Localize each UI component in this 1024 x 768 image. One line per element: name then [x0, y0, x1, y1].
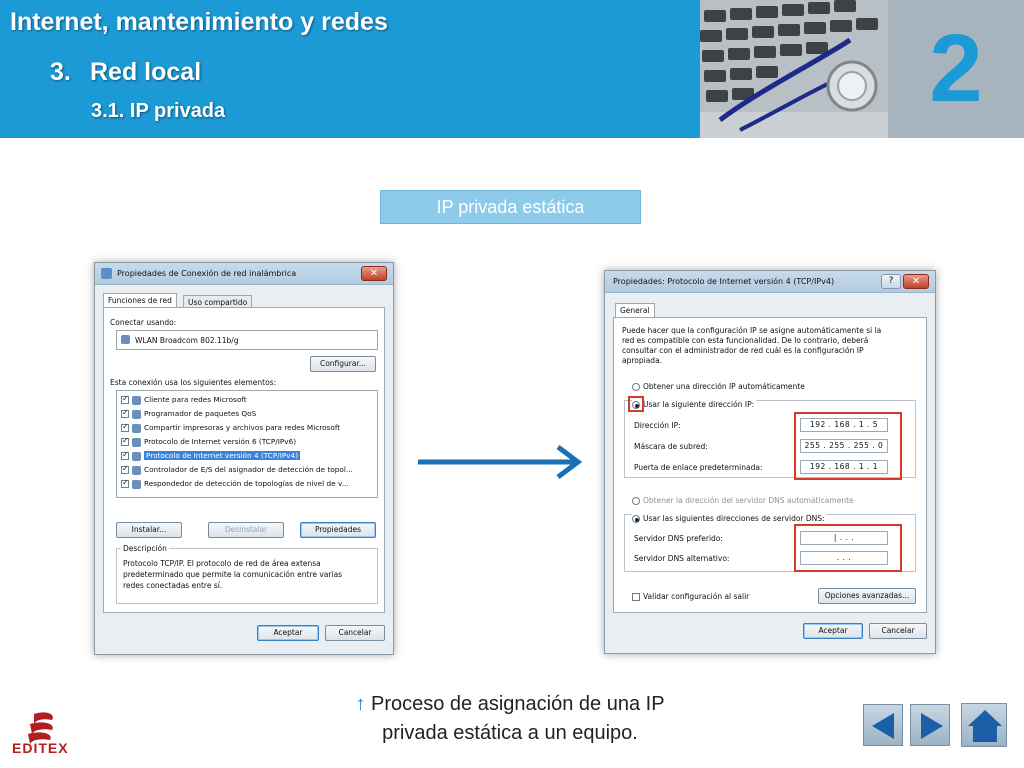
course-title: Internet, mantenimiento y redes	[10, 8, 388, 36]
close-button[interactable]: ✕	[361, 266, 387, 281]
protocol-icon	[132, 466, 141, 475]
configure-button[interactable]: Configurar...	[310, 356, 376, 372]
header-photo-stethoscope-keyboard	[700, 0, 888, 138]
intro-text: consultar con el administrador de red cuál es la configuración IP	[622, 346, 864, 355]
dialog-titlebar	[605, 271, 935, 293]
protocol-icon	[132, 452, 141, 461]
dialog-titlebar	[95, 263, 393, 285]
section-heading	[50, 58, 201, 87]
up-arrow-icon: ↑	[355, 693, 366, 715]
ip-label: Dirección IP:	[634, 421, 681, 430]
mask-label: Máscara de subred:	[634, 442, 708, 451]
elements-list[interactable]	[116, 390, 378, 498]
ip-fields-highlight	[794, 412, 902, 480]
checkbox[interactable]	[121, 480, 129, 488]
gateway-label: Puerta de enlace predeterminada:	[634, 463, 763, 472]
logo-text: EDITEX	[12, 740, 69, 756]
wireless-properties-dialog	[94, 262, 394, 655]
description-text: Protocolo TCP/IP. El protocolo de red de área extensa	[123, 559, 321, 568]
close-button[interactable]: ✕	[903, 274, 929, 289]
ip-address-field[interactable]: 192 . 168 . 1 . 5	[800, 418, 888, 432]
next-button[interactable]	[910, 704, 950, 746]
dialog-title: Propiedades: Protocolo de Internet versión 4 (TCP/IPv4)	[613, 277, 835, 286]
section-number: 3.	[50, 58, 71, 86]
dns-alternate-field[interactable]: . . .	[800, 551, 888, 565]
dns-preferred-label: Servidor DNS preferido:	[634, 534, 723, 543]
home-icon	[962, 704, 1008, 748]
description-group	[116, 544, 378, 604]
tab-panel	[613, 317, 927, 613]
properties-button[interactable]: Propiedades	[300, 522, 376, 538]
list-item[interactable]: ✓Controlador de E/S del asignador de detección de topol...	[121, 465, 353, 477]
list-item[interactable]: ✓Cliente para redes Microsoft	[121, 395, 247, 407]
subnet-mask-field[interactable]: 255 . 255 . 255 . 0	[800, 439, 888, 453]
intro-text: Puede hacer que la configuración IP se asigne automáticamente si la	[622, 326, 882, 335]
list-item[interactable]: ✓Respondedor de detección de topologías de nivel de v...	[121, 479, 349, 491]
list-item[interactable]: ✓Programador de paquetes QoS	[121, 409, 256, 421]
radio-manual-dns[interactable]: Usar las siguientes direcciones de servidor DNS:	[632, 514, 827, 523]
uninstall-button: Desinstalar	[208, 522, 284, 538]
description-text: predeterminado que permite la comunicación entre varias	[123, 570, 343, 579]
adapter-icon	[121, 335, 130, 344]
cancel-button[interactable]: Cancelar	[869, 623, 927, 639]
ok-button[interactable]: Aceptar	[257, 625, 319, 641]
radio-auto-ip[interactable]: Obtener una dirección IP automáticamente	[632, 382, 805, 391]
topic-label: IP privada estática	[380, 190, 641, 224]
figure-caption	[320, 690, 700, 748]
radio-button[interactable]	[632, 383, 640, 391]
dialog-title: Propiedades de Conexión de red inalámbrica	[117, 269, 297, 278]
right-arrow-icon	[416, 442, 586, 482]
ok-button[interactable]: Aceptar	[803, 623, 863, 639]
radio-auto-dns: Obtener la dirección del servidor DNS automáticamente	[632, 496, 854, 505]
adapter-name: WLAN Broadcom 802.11b/g	[135, 336, 239, 345]
subsection-heading: 3.1. IP privada	[91, 100, 226, 122]
install-button[interactable]: Instalar...	[116, 522, 182, 538]
tab-network-functions[interactable]: Funciones de red	[103, 293, 177, 307]
cancel-button[interactable]: Cancelar	[325, 625, 385, 641]
tab-panel	[103, 307, 385, 613]
gateway-field[interactable]: 192 . 168 . 1 . 1	[800, 460, 888, 474]
checkbox[interactable]	[121, 466, 129, 474]
next-triangle-icon	[911, 705, 951, 747]
adapter-field	[116, 330, 378, 350]
client-icon	[132, 396, 141, 405]
previous-button[interactable]	[863, 704, 903, 746]
validate-checkbox-row[interactable]: Validar configuración al salir	[632, 592, 749, 601]
prev-triangle-icon	[864, 705, 904, 747]
caption-line-1: ↑ Proceso de asignación de una IP	[355, 693, 665, 715]
checkbox[interactable]	[121, 424, 129, 432]
elements-label: Esta conexión usa los siguientes elementos:	[110, 378, 277, 387]
ipv4-properties-dialog	[604, 270, 936, 654]
service-icon	[132, 424, 141, 433]
description-text: redes conectadas entre sí.	[123, 581, 223, 590]
chapter-badge	[888, 0, 1024, 138]
checkbox[interactable]	[121, 438, 129, 446]
advanced-options-button[interactable]: Opciones avanzadas...	[818, 588, 916, 604]
checkbox[interactable]	[121, 396, 129, 404]
protocol-icon	[132, 480, 141, 489]
list-item[interactable]: ✓Compartir impresoras y archivos para redes Microsoft	[121, 423, 340, 435]
checkbox[interactable]	[632, 593, 640, 601]
radio-button	[632, 497, 640, 505]
intro-text: red es compatible con esta funcionalidad. De lo contrario, deberá	[622, 336, 869, 345]
checkbox[interactable]	[121, 452, 129, 460]
radio-highlight	[628, 396, 644, 412]
tab-general[interactable]: General	[615, 303, 655, 317]
help-button[interactable]: ?	[881, 274, 901, 289]
checkbox[interactable]	[121, 410, 129, 418]
radio-button[interactable]	[632, 515, 640, 523]
caption-line-2: privada estática a un equipo.	[382, 722, 638, 744]
dns-preferred-field[interactable]: | . . .	[800, 531, 888, 545]
network-icon	[101, 268, 112, 279]
dns-alternate-label: Servidor DNS alternativo:	[634, 554, 730, 563]
section-title: Red local	[90, 58, 202, 86]
description-label: Descripción	[123, 544, 167, 553]
home-button[interactable]	[961, 703, 1007, 747]
list-item[interactable]: ✓Protocolo de Internet versión 6 (TCP/IPv6)	[121, 437, 296, 449]
radio-manual-ip[interactable]: Usar la siguiente dirección IP:	[632, 400, 756, 409]
protocol-icon	[132, 438, 141, 447]
header-banner	[0, 0, 1024, 138]
list-item-selected[interactable]: ✓Protocolo de Internet versión 4 (TCP/IPv4)	[121, 451, 300, 463]
tab-sharing[interactable]: Uso compartido	[183, 295, 252, 309]
dns-fields-highlight	[794, 524, 902, 572]
service-icon	[132, 410, 141, 419]
chapter-number: 2	[929, 15, 983, 122]
connect-using-label: Conectar usando:	[110, 318, 177, 327]
intro-text: apropiada.	[622, 356, 663, 365]
